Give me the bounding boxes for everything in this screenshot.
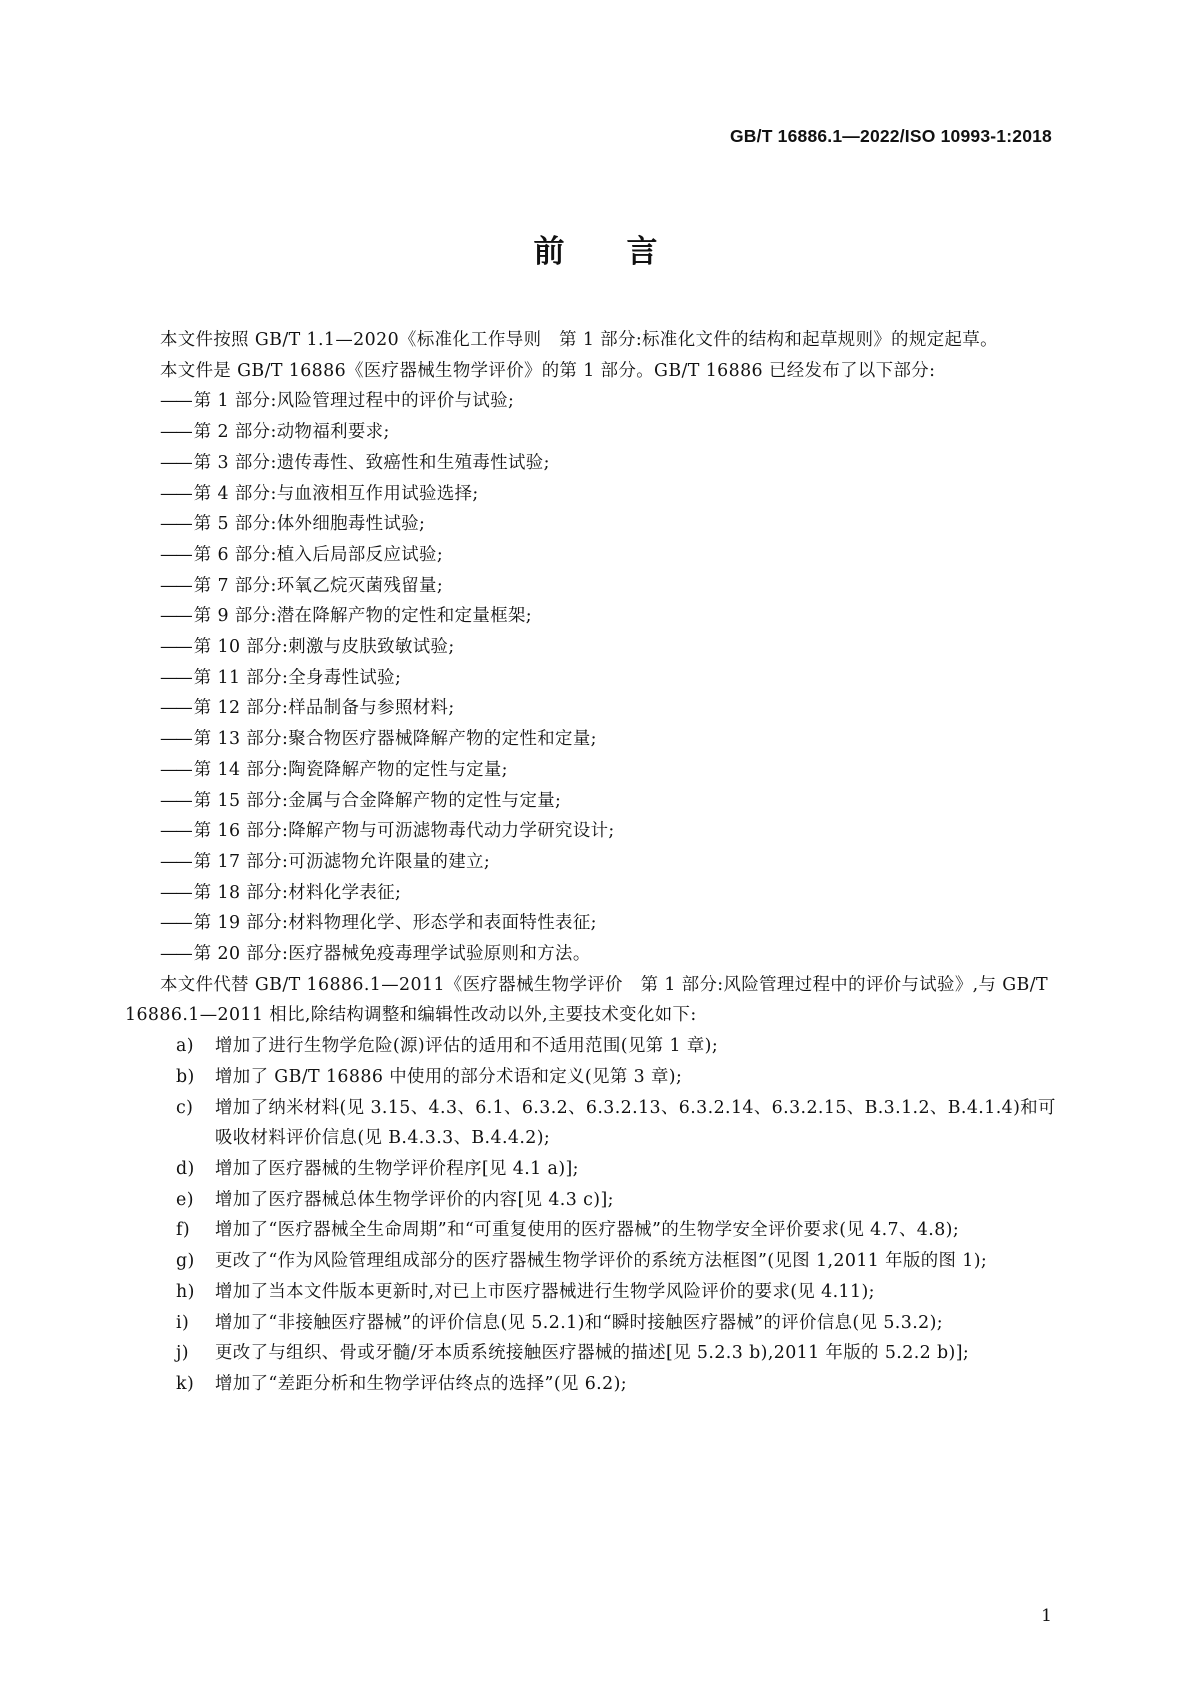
part-item — [125, 632, 1056, 663]
change-item — [125, 1215, 1056, 1246]
change-item — [125, 1369, 1056, 1400]
change-label: g) — [176, 1251, 195, 1272]
part-text: 第 12 部分:样品制备与参照材料; — [193, 698, 455, 719]
part-text: 第 9 部分:潜在降解产物的定性和定量框架; — [193, 606, 533, 627]
changes-list — [125, 1031, 1056, 1399]
part-text: 第 19 部分:材料物理化学、形态学和表面特性表征; — [193, 913, 597, 934]
dash-marker: —— — [160, 790, 191, 811]
change-label: j) — [176, 1343, 189, 1364]
part-item — [125, 693, 1056, 724]
parts-list — [125, 386, 1056, 969]
change-label: d) — [176, 1158, 195, 1179]
change-item — [125, 1031, 1056, 1062]
part-item — [125, 816, 1056, 847]
part-item — [125, 417, 1056, 448]
part-text: 第 3 部分:遗传毒性、致癌性和生殖毒性试验; — [193, 452, 550, 473]
change-item — [125, 1093, 1056, 1154]
change-text: 增加了医疗器械的生物学评价程序[见 4.1 a)]; — [215, 1158, 579, 1179]
paragraph-drafting-rules: 本文件按照 GB/T 1.1—2020《标准化工作导则 第 1 部分:标准化文件的结构和起草规则》的规定起草。 — [160, 330, 998, 350]
change-text: 增加了医疗器械总体生物学评价的内容[见 4.3 c)]; — [215, 1189, 614, 1210]
change-text: 增加了纳米材料(见 3.15、4.3、6.1、6.3.2、6.3.2.13、6.3.2.14、6.3.2.15、B.3.1.2、B.4.1.4)和可吸收材料评价信息(见 B.4.3.3、B.4.4.2); — [215, 1097, 1056, 1149]
dash-marker: —— — [160, 452, 191, 473]
dash-marker: —— — [160, 637, 191, 658]
dash-marker: —— — [160, 821, 191, 842]
part-text: 第 15 部分:金属与合金降解产物的定性与定量; — [193, 790, 562, 811]
part-text: 第 1 部分:风险管理过程中的评价与试验; — [193, 391, 515, 412]
dash-marker: —— — [160, 667, 191, 688]
dash-marker: —— — [160, 422, 191, 443]
change-item — [125, 1062, 1056, 1093]
page-number: 1 — [1041, 1606, 1052, 1626]
change-text: 增加了进行生物学危险(源)评估的适用和不适用范围(见第 1 章); — [215, 1036, 719, 1057]
change-text: 更改了与组织、骨或牙髓/牙本质系统接触医疗器械的描述[见 5.2.3 b),2011 年版的 5.2.2 b)]; — [215, 1343, 970, 1364]
change-text: 增加了“差距分析和生物学评估终点的选择”(见 6.2); — [215, 1373, 628, 1394]
part-item — [125, 601, 1056, 632]
part-item — [125, 786, 1056, 817]
part-text: 第 4 部分:与血液相互作用试验选择; — [193, 483, 479, 504]
part-text: 第 14 部分:陶瓷降解产物的定性与定量; — [193, 759, 508, 780]
part-item — [125, 448, 1056, 479]
dash-marker: —— — [160, 851, 191, 872]
change-label: i) — [176, 1312, 190, 1333]
change-text: 增加了“医疗器械全生命周期”和“可重复使用的医疗器械”的生物学安全评价要求(见 4.7、4.8); — [215, 1220, 960, 1241]
part-item — [125, 663, 1056, 694]
change-text: 增加了 GB/T 16886 中使用的部分术语和定义(见第 3 章); — [215, 1066, 683, 1087]
part-text: 第 2 部分:动物福利要求; — [193, 422, 390, 443]
dash-marker: —— — [160, 729, 191, 750]
change-text: 更改了“作为风险管理组成部分的医疗器械生物学评价的系统方法框图”(见图 1,2011 年版的图 1); — [215, 1251, 988, 1272]
change-item — [125, 1308, 1056, 1339]
dash-marker: —— — [160, 483, 191, 504]
part-item — [125, 386, 1056, 417]
change-label: a) — [176, 1036, 194, 1057]
change-label: h) — [176, 1281, 195, 1302]
part-item — [125, 908, 1056, 939]
part-item — [125, 755, 1056, 786]
part-text: 第 16 部分:降解产物与可沥滤物毒代动力学研究设计; — [193, 821, 615, 842]
dash-marker: —— — [160, 575, 191, 596]
paragraph-series-intro: 本文件是 GB/T 16886《医疗器械生物学评价》的第 1 部分。GB/T 16886 已经发布了以下部分: — [160, 360, 936, 381]
part-text: 第 20 部分:医疗器械免疫毒理学试验原则和方法。 — [193, 944, 591, 965]
dash-marker: —— — [160, 514, 191, 535]
part-text: 第 6 部分:植入后局部反应试验; — [193, 544, 444, 565]
part-text: 第 17 部分:可沥滤物允许限量的建立; — [193, 851, 491, 872]
change-text: 增加了当本文件版本更新时,对已上市医疗器械进行生物学风险评价的要求(见 4.11); — [215, 1281, 875, 1302]
standard-code: GB/T 16886.1—2022/ISO 10993-1:2018 — [729, 126, 1052, 146]
part-text: 第 5 部分:体外细胞毒性试验; — [193, 514, 426, 535]
change-label: f) — [176, 1220, 191, 1241]
part-item — [125, 571, 1056, 602]
page-title: 前 言 — [533, 234, 658, 270]
change-label: b) — [176, 1066, 195, 1087]
part-item — [125, 847, 1056, 878]
dash-marker: —— — [160, 759, 191, 780]
dash-marker: —— — [160, 913, 191, 934]
change-label: e) — [176, 1189, 194, 1210]
dash-marker: —— — [160, 882, 191, 903]
change-item — [125, 1246, 1056, 1277]
change-item — [125, 1277, 1056, 1308]
paragraph-replacement: 本文件代替 GB/T 16886.1—2011《医疗器械生物学评价 第 1 部分:风险管理过程中的评价与试验》,与 GB/T 16886.1—2011 相比,除结构调整和编辑性改动以外,主要技术变化如下: — [125, 974, 1048, 1026]
dash-marker: —— — [160, 391, 191, 412]
part-text: 第 18 部分:材料化学表征; — [193, 882, 402, 903]
change-text: 增加了“非接触医疗器械”的评价信息(见 5.2.1)和“瞬时接触医疗器械”的评价信息(见 5.3.2); — [215, 1312, 944, 1333]
dash-marker: —— — [160, 698, 191, 719]
change-label: k) — [176, 1373, 195, 1394]
part-item — [125, 509, 1056, 540]
part-item — [125, 540, 1056, 571]
part-text: 第 11 部分:全身毒性试验; — [193, 667, 402, 688]
part-item — [125, 479, 1056, 510]
change-item — [125, 1338, 1056, 1369]
dash-marker: —— — [160, 544, 191, 565]
change-item — [125, 1154, 1056, 1185]
part-item — [125, 878, 1056, 909]
part-text: 第 7 部分:环氧乙烷灭菌残留量; — [193, 575, 444, 596]
part-item — [125, 939, 1056, 970]
part-text: 第 13 部分:聚合物医疗器械降解产物的定性和定量; — [193, 729, 597, 750]
dash-marker: —— — [160, 606, 191, 627]
part-text: 第 10 部分:刺激与皮肤致敏试验; — [193, 637, 455, 658]
dash-marker: —— — [160, 944, 191, 965]
part-item — [125, 724, 1056, 755]
foreword-body — [125, 325, 1056, 1400]
change-label: c) — [176, 1097, 194, 1118]
change-item — [125, 1185, 1056, 1216]
